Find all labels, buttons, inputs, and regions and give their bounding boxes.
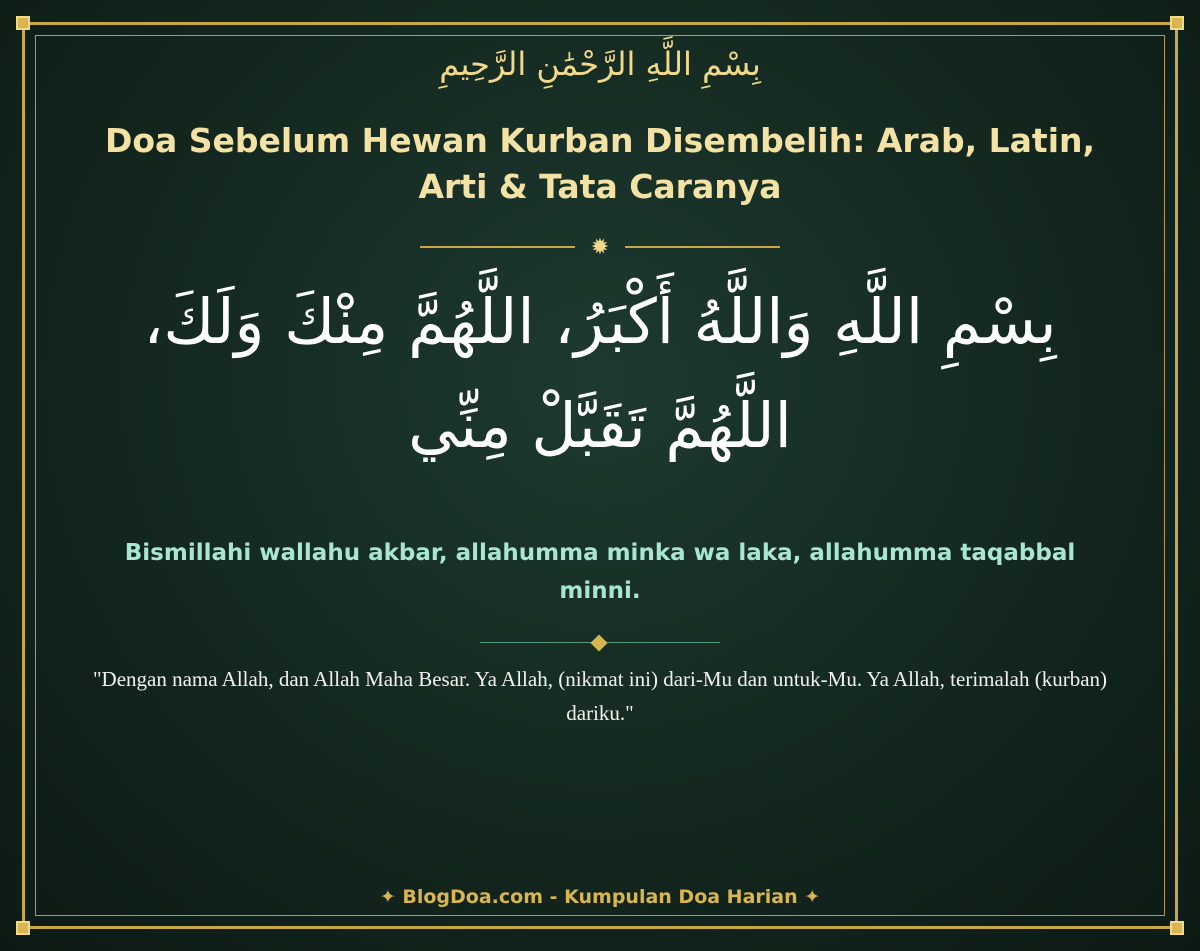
middle-divider (480, 634, 720, 652)
corner-top-left-icon (16, 16, 30, 30)
corner-bottom-left-icon (16, 921, 30, 935)
corner-bottom-right-icon (1170, 921, 1184, 935)
prayer-meaning-text: "Dengan nama Allah, dan Allah Maha Besar. Ya Allah, (nikmat ini) dari-Mu dan untuk-Mu. Ya Allah, terimalah (kurban) dariku." (92, 667, 1108, 725)
star-ornament-icon: ✹ (590, 235, 610, 260)
footer-credit: ✦ BlogDoa.com - Kumpulan Doa Harian ✦ (379, 886, 821, 908)
top-divider (420, 236, 780, 258)
divider-line-right (625, 246, 780, 248)
basmalah-heading: بِسْمِ اللَّهِ الرَّحْمَٰنِ الرَّحِيمِ (439, 45, 761, 83)
corner-top-right-icon (1170, 16, 1184, 30)
divider-line-left (420, 246, 575, 248)
prayer-arabic-text: بِسْمِ اللَّهِ وَاللَّهُ أَكْبَرُ، اللَّهُمَّ مِنْكَ وَلَكَ، اللَّهُمَّ تَقَبَّلْ مِنِّي (143, 285, 1057, 462)
prayer-latin-text: Bismillahi wallahu akbar, allahumma minka wa laka, allahumma taqabbal minni. (124, 540, 1076, 604)
page-title: Doa Sebelum Hewan Kurban Disembelih: Arab, Latin, Arti & Tata Caranya (104, 121, 1096, 206)
diamond-ornament-icon (591, 635, 608, 652)
